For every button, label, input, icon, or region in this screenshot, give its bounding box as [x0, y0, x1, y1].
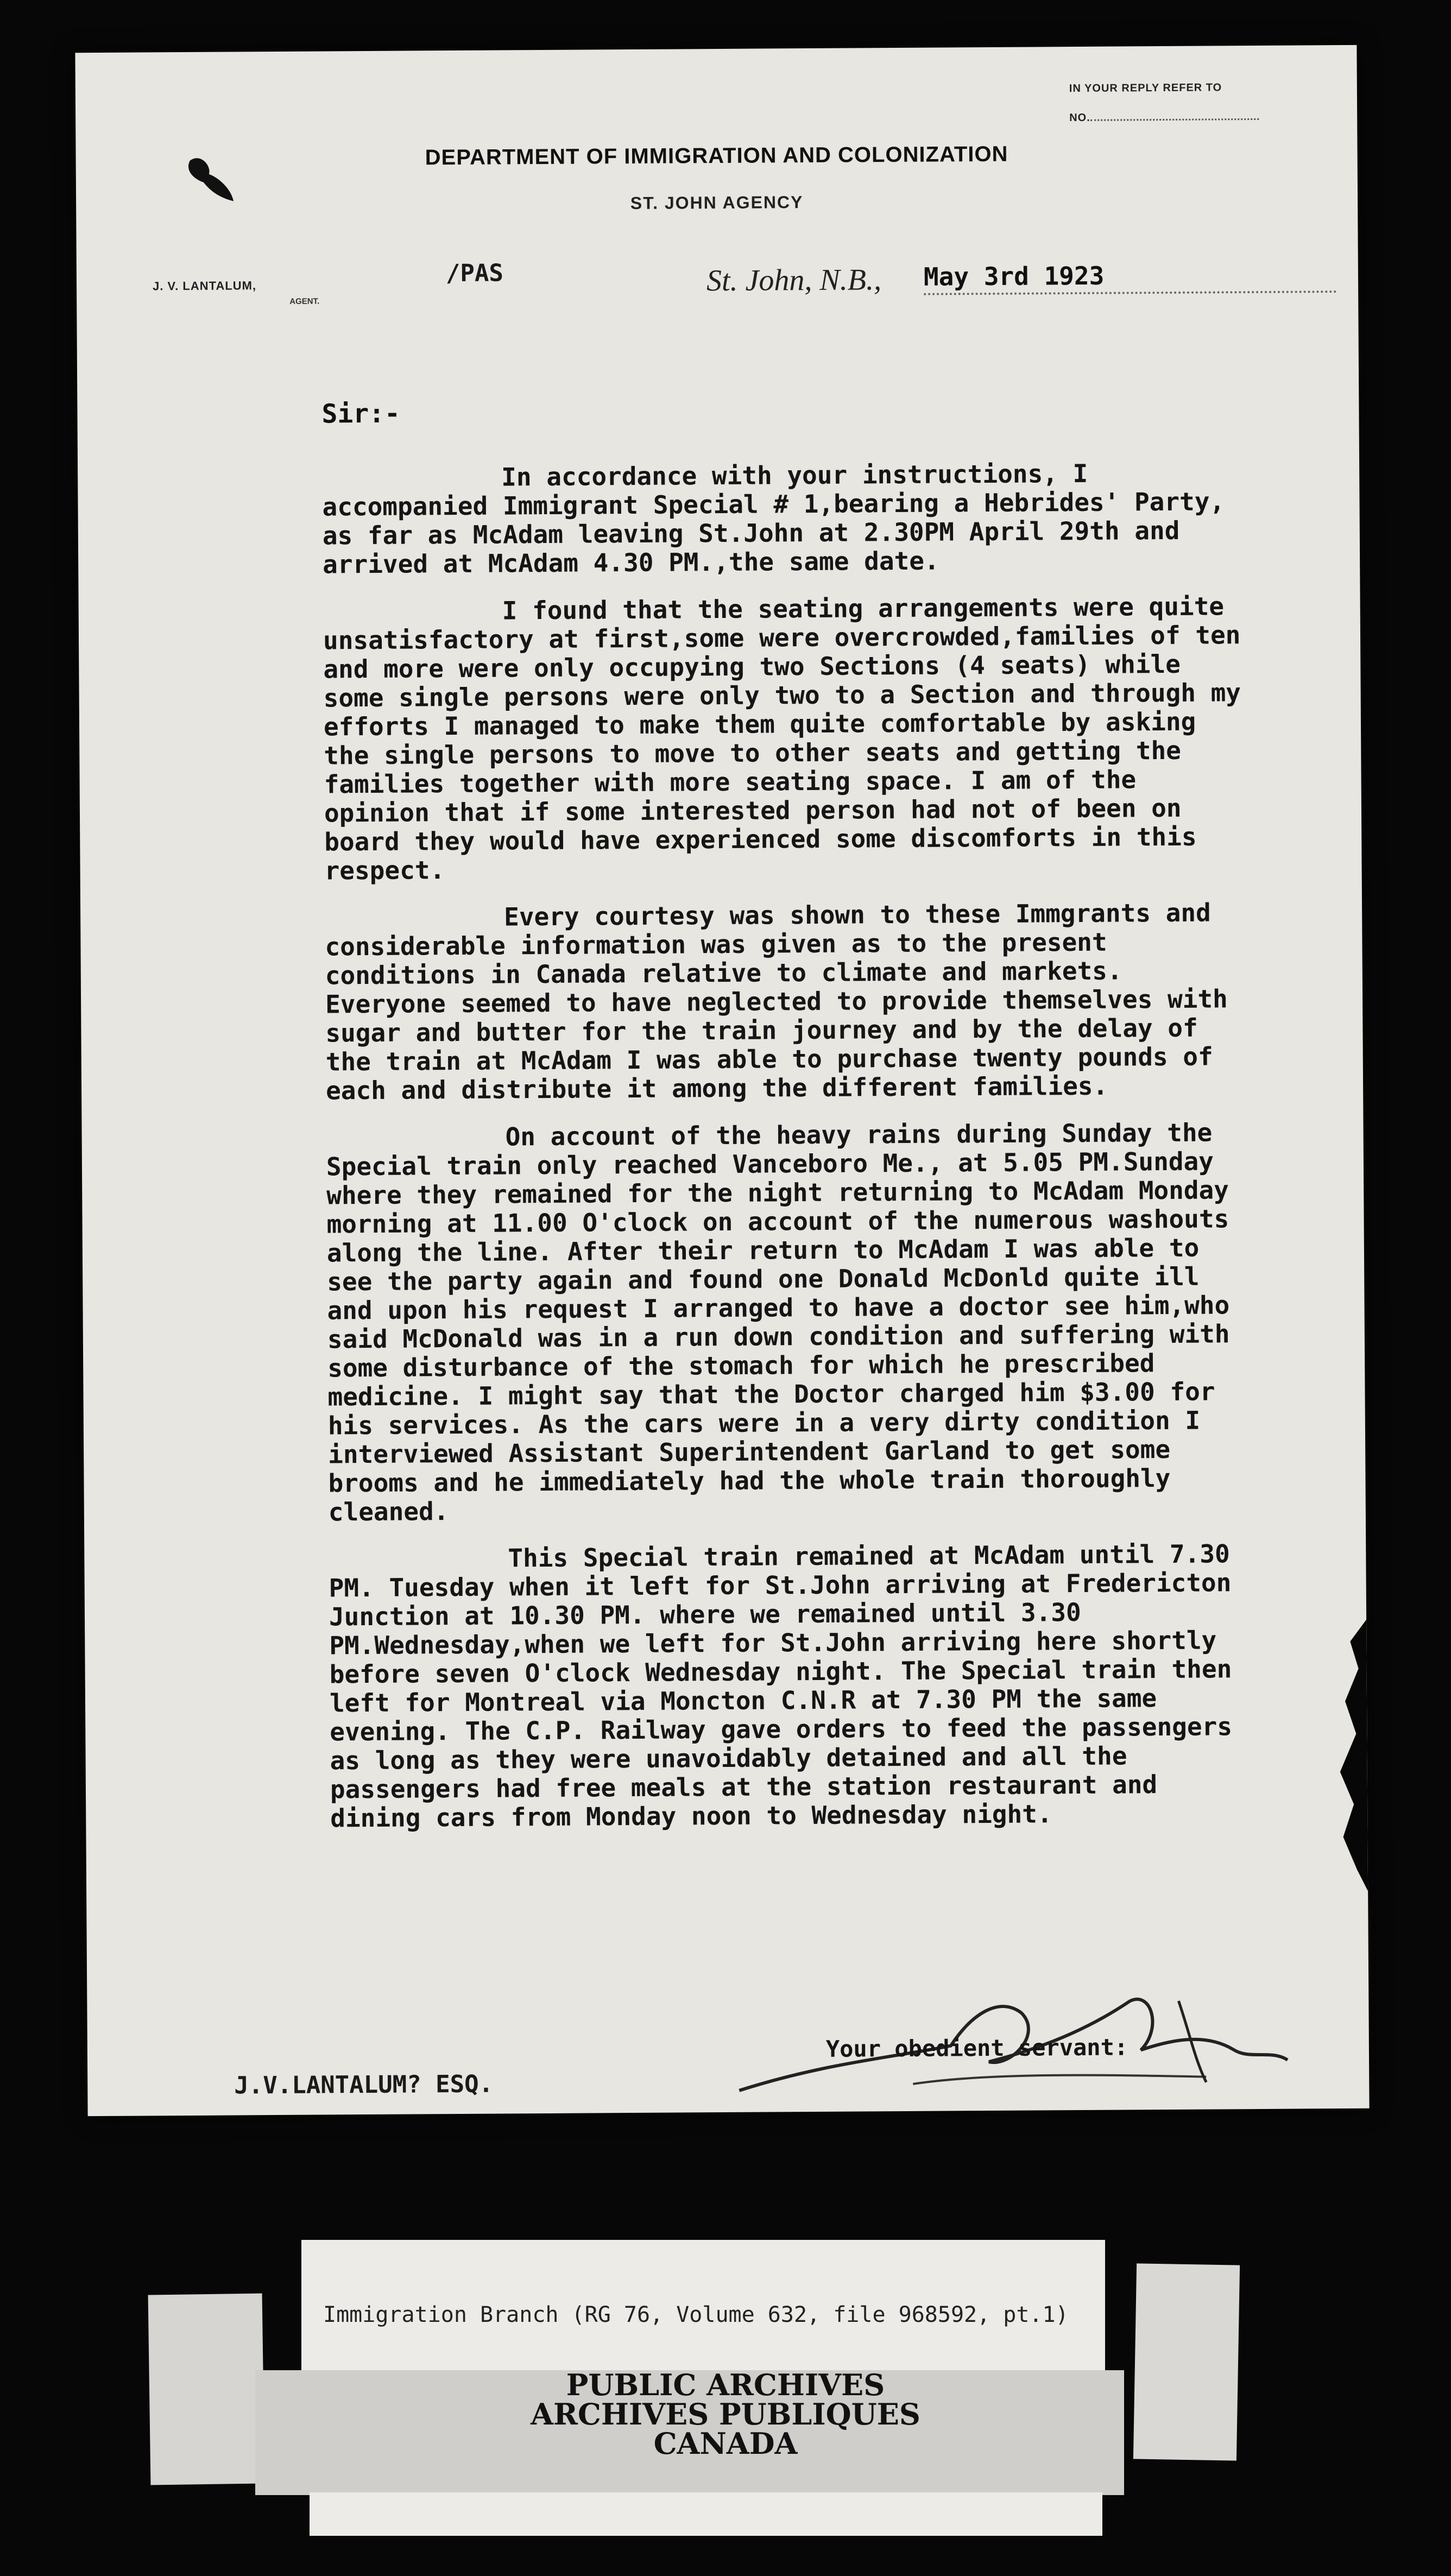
archive-label-bottom — [310, 2492, 1102, 2536]
reply-reference-number: NO. — [1069, 102, 1259, 132]
letter-date: May 3rd 1923 — [923, 261, 1105, 292]
reply-reference-box — [1069, 73, 1259, 132]
archive-reference-label — [301, 2240, 1105, 2373]
paragraph-2: I found that the seating arrangements were quite unsatisfactory at first,some were overcrowded,families of ten and more were only occupying two Sections (4 seats) while some single persons were only two to a Section and through my efforts I managed to make them quite comfortable by asking the single persons to move to other seats and getting the families together with more seating space. I am of the opinion that if some interested person had not of been on board they would have experienced some discomforts in this respect. — [323, 591, 1241, 886]
paragraph-5: This Special train remained at McAdam until 7.30 PM. Tuesday when it left for St.John arriving at Fredericton Junction at 10.30 PM. where we remained until 3.30 PM.Wednesday,when we left for St.John arriving here shortly before seven O'clock Wednesday night. The Special train then left for Montreal via Moncton C.N.R at 7.30 PM the same evening. The C.P. Railway gave orders to feed the passengers as long as they were unavoidably detained and all the passengers had free meals at the station restaurant and dining cars from Monday noon to Wednesday night. — [329, 1539, 1233, 1833]
paragraph-3: Every courtesy was shown to these Immgrants and considerable information was given as to the present conditions in Canada relative to climate and markets. Everyone seemed to have neglected to provide themselves with sugar and butter for the train journey and by the delay of the train at McAdam I was able to purchase twenty pounds of each and distribute it among the different families. — [325, 898, 1228, 1106]
file-reference: /PAS — [445, 259, 504, 288]
paragraph-1: In accordance with your instructions, I accompanied Immigrant Special # 1,bearing a Hebrides' Party, as far as McAdam leaving St.John at 2.30PM April 29th and arrived at McAdam 4.30 PM.,the same date. — [322, 458, 1225, 579]
addressee-line: J.V.LANTALUM? ESQ. — [234, 2070, 494, 2100]
letter-body — [322, 458, 1254, 1851]
closing-line: Your obedient servant: — [825, 2034, 1128, 2062]
archive-stamp-line-1: PUBLIC ARCHIVES — [566, 2367, 885, 2402]
letter-page — [75, 45, 1369, 2116]
date-dotted-line — [924, 291, 1336, 295]
department-heading: DEPARTMENT OF IMMIGRATION AND COLONIZATION — [425, 142, 1008, 170]
agent-title: AGENT. — [289, 296, 320, 306]
archive-reference-text: Immigration Branch (RG 76, Volume 632, file 968592, pt.1) — [323, 2302, 1069, 2327]
archive-stamp-line-2: ARCHIVES PUBLIQUES — [531, 2397, 920, 2432]
salutation: Sir:- — [321, 398, 401, 430]
agent-name: J. V. LANTALUM, — [152, 279, 257, 293]
agency-heading: ST. JOHN AGENCY — [630, 192, 804, 213]
reply-reference-label: IN YOUR REPLY REFER TO — [1069, 81, 1222, 95]
archive-stamp-line-3: CANADA — [653, 2426, 798, 2461]
letter-place: St. John, N.B., — [706, 263, 882, 298]
archive-stamp — [0, 2367, 1451, 2461]
paragraph-4: On account of the heavy rains during Sunday the Special train only reached Vanceboro Me., at 5.05 PM.Sunday where they remained for the night returning to McAdam Monday morning at 11.00 O'clock on account of the numerous washouts along the line. After their return to McAdam I was able to see the party again and found one Donald McDonld quite ill and upon his request I arranged to have a doctor see him,who said McDonald was in a run down condition and suffering with some disturbance of the stomach for which he prescribed medicine. I might say that the Doctor charged him $3.00 for his services. As the cars were in a very dirty condition I interviewed Assistant Superintendent Garland to get some brooms and he immediately had the whole train thoroughly cleaned. — [326, 1117, 1230, 1527]
torn-edge — [1307, 1620, 1368, 1892]
